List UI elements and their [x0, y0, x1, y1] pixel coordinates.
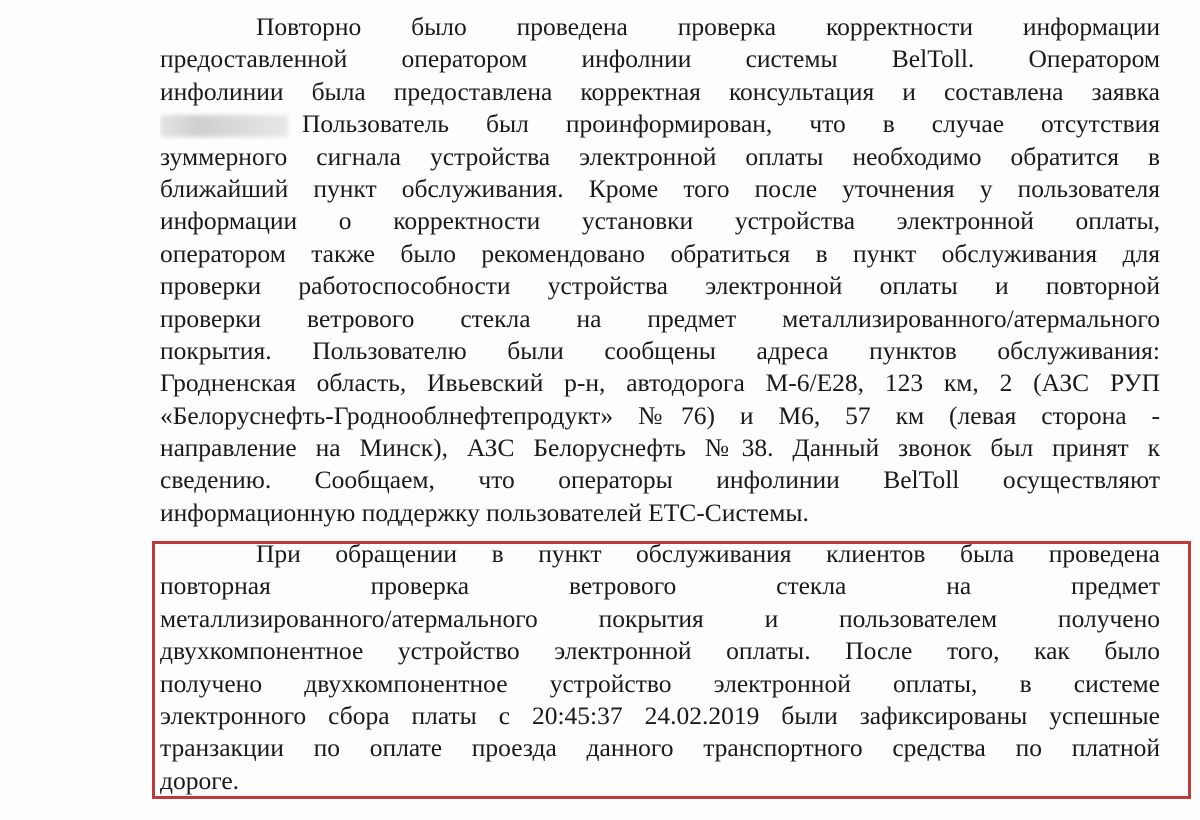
- text-line: проверки ветрового стекла на предмет металлизированного/атермального: [160, 303, 1160, 333]
- text-line: «Белоруснефть-Гроднооблнефтепродукт» №76) и М6, 57 км (левая сторона -: [160, 400, 1160, 430]
- text-line: информации о корректности установки устройства электронной оплаты,: [160, 206, 1160, 236]
- paragraph-operator-consultation: [160, 11, 1160, 529]
- text-line: Гродненская область, Ивьевский р-н, автодорога М-6/Е28, 123 км, 2 (АЗС РУП: [160, 368, 1160, 398]
- text-line: оператором также было рекомендовано обратиться в пункт обслуживания для: [160, 238, 1160, 268]
- text-line: При обращении в пункт обслуживания клиентов была проведена: [256, 539, 1160, 568]
- text-line: проверки работоспособности устройства электронной оплаты и повторной: [160, 271, 1160, 301]
- redacted-request-number: [160, 115, 288, 137]
- text-line: ближайший пункт обслуживания. Кроме того после уточнения у пользователя: [160, 173, 1160, 203]
- text-line: предоставленной оператором инфолнии системы BelToll. Оператором: [160, 44, 1160, 74]
- paragraph-service-point-result: [160, 538, 1160, 797]
- text-line: инфолинии была предоставлена корректная консультация и составлена заявка: [160, 76, 1160, 106]
- text-line: двухкомпонентное устройство электронной оплаты. После того, как было: [160, 636, 1160, 666]
- text-line: повторная проверка ветрового стекла на предмет: [160, 571, 1160, 601]
- text-line: получено двухкомпонентное устройство электронной оплаты, в системе: [160, 668, 1160, 698]
- text-line: сведению. Сообщаем, что операторы инфолинии BelToll осуществляют: [160, 465, 1160, 495]
- text-line: дороге.: [160, 765, 240, 795]
- text-line: зуммерного сигнала устройства электронной оплаты необходимо обратится в: [160, 141, 1160, 171]
- text-line: транзакции по оплате проезда данного транспортного средства по платной: [160, 733, 1160, 763]
- text-line: электронного сбора платы с 20:45:37 24.02.2019 были зафиксированы успешные: [160, 700, 1160, 730]
- text-line-content: Пользователь был проинформирован, что в случае отсутствия: [302, 109, 1160, 139]
- text-line-with-redaction: [160, 108, 1160, 140]
- text-line: информационную поддержку пользователей ЕТС-Системы.: [160, 497, 809, 527]
- text-line: Повторно было проведена проверка корректности информации: [256, 12, 1160, 41]
- text-line: покрытия. Пользователю были сообщены адреса пунктов обслуживания:: [160, 335, 1160, 365]
- text-line: направление на Минск), АЗС Белоруснефть №38. Данный звонок был принят к: [160, 433, 1160, 463]
- text-line: металлизированного/атермального покрытия и пользователем получено: [160, 603, 1160, 633]
